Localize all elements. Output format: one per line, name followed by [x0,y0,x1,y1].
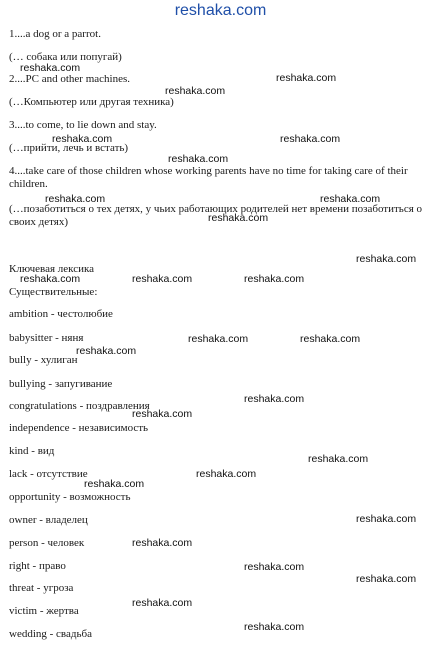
vocab-item: lack - отсутствие [9,468,88,480]
vocab-item: wedding - свадьба [9,628,92,640]
vocab-item: babysitter - няня [9,332,84,344]
watermark: reshaka.com [320,193,381,205]
nouns-title: Существительные: [9,286,98,298]
watermark: reshaka.com [76,345,137,357]
watermark: reshaka.com [208,212,269,224]
watermark: reshaka.com [188,333,249,345]
watermark: reshaka.com [356,513,417,525]
watermark: reshaka.com [84,478,145,490]
watermark: reshaka.com [132,273,193,285]
watermark: reshaka.com [308,453,369,465]
watermark: reshaka.com [20,273,81,285]
vocab-item: bully - хулиган [9,354,78,366]
watermark: reshaka.com [276,72,337,84]
vocab-item: threat - угроза [9,582,74,594]
watermark: reshaka.com [132,408,193,420]
vocab-item: victim - жертва [9,605,79,617]
item-3-ru: (…прийти, лечь и встать) [9,142,129,154]
vocab-item: bullying - запугивание [9,378,113,390]
item-2-ru: (…Компьютер или другая техника) [9,96,174,108]
watermark: reshaka.com [20,62,81,74]
item-2-en: 2....PC and other machines. [9,73,130,85]
vocab-item: right - право [9,560,66,572]
watermark: reshaka.com [132,537,193,549]
vocab-item: independence - независимость [9,422,149,434]
vocab-item: ambition - честолюбие [9,308,113,320]
vocab-title: Ключевая лексика [9,263,95,275]
vocab-item: person - человек [9,537,85,549]
watermark: reshaka.com [244,621,305,633]
header-watermark: reshaka.com [174,2,267,19]
watermark: reshaka.com [244,561,305,573]
item-4-en: 4....take care of those children whose working parents have no time for taking care of their children. [9,165,408,190]
watermark: reshaka.com [244,393,305,405]
watermark: reshaka.com [280,133,341,145]
item-4-ru: (…позаботиться о тех детях, у чьих работающих родителей нет времени позаботиться о своих детях) [9,203,423,228]
watermark: reshaka.com [356,253,417,265]
watermark: reshaka.com [244,273,305,285]
item-3-en: 3....to come, to lie down and stay. [9,119,157,131]
vocab-item: congratulations - поздравления [9,400,150,412]
watermark: reshaka.com [356,573,417,585]
vocab-item: opportunity - возможность [9,491,131,503]
vocab-item: kind - вид [9,445,55,457]
vocab-item: owner - владелец [9,514,88,526]
watermark: reshaka.com [165,85,226,97]
watermark: reshaka.com [45,193,106,205]
watermark: reshaka.com [52,133,113,145]
watermark: reshaka.com [168,153,229,165]
watermark: reshaka.com [196,468,257,480]
item-1-en: 1....a dog or a parrot. [9,28,101,40]
watermark: reshaka.com [132,597,193,609]
item-1-ru: (… собака или попугай) [9,51,122,63]
watermark: reshaka.com [300,333,361,345]
